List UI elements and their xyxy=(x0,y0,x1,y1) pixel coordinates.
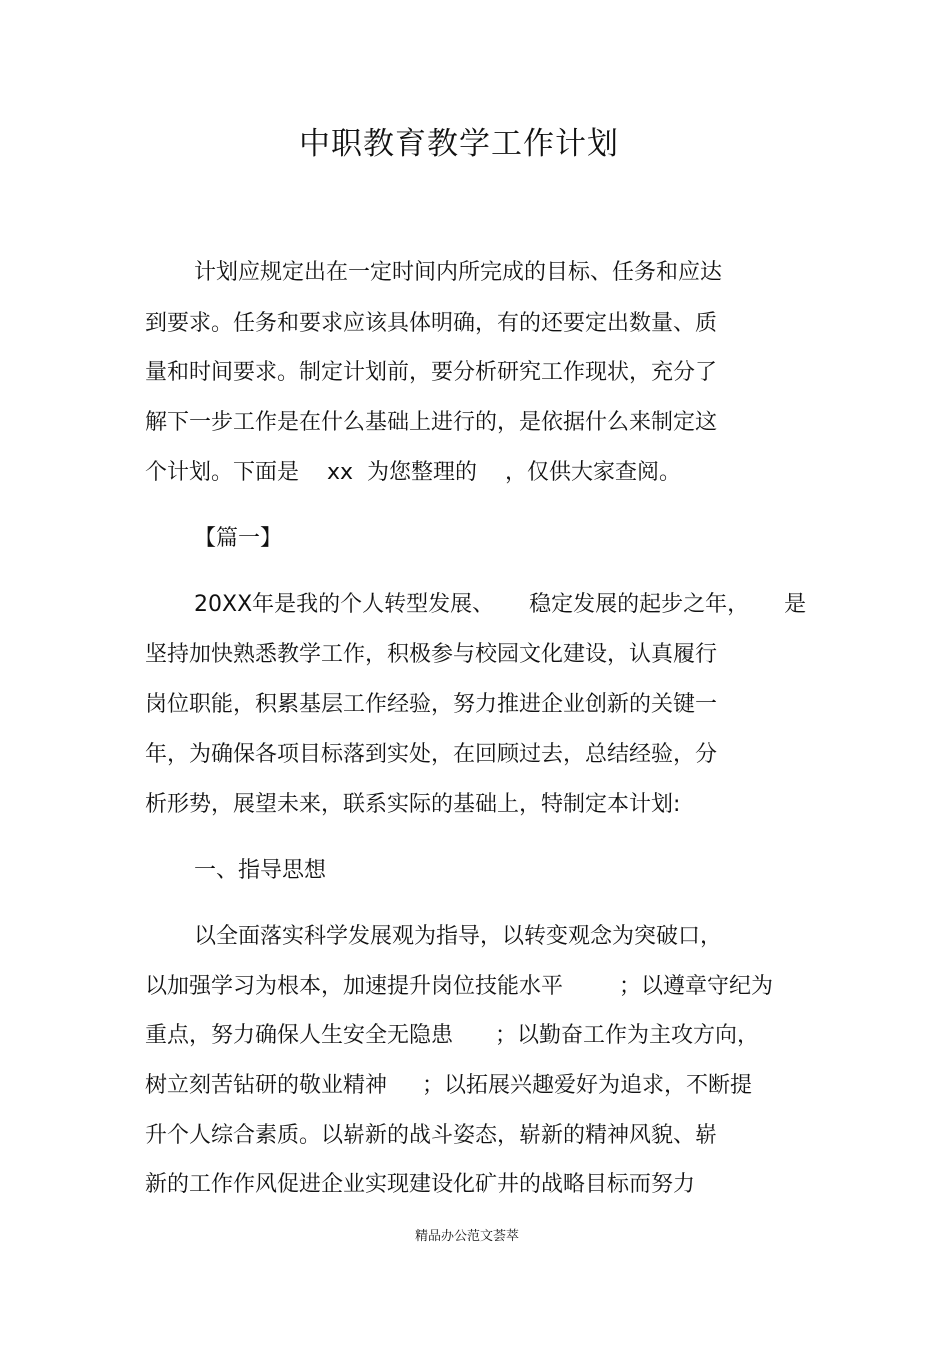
paragraph2-line-1: 以全面落实科学发展观为指导，以转变观念为突破口， xyxy=(194,924,723,949)
intro-line-1: 计划应规定出在一定时间内所完成的目标、任务和应达 xyxy=(194,260,723,285)
paragraph1-line-1: 20XX年是我的个人转型发展、 稳定发展的起步之年， 是 xyxy=(194,592,807,617)
paragraph2-line-3: 重点，努力确保人生安全无隐患 ；以勤奋工作为主攻方向， xyxy=(145,1023,759,1048)
paragraph2-line-6: 新的工作作风促进企业实现建设化矿井的战略目标而努力 xyxy=(145,1172,696,1197)
intro-line-3: 量和时间要求。制定计划前，要分析研究工作现状，充分了 xyxy=(145,360,718,385)
intro-line-4: 解下一步工作是在什么基础上进行的，是依据什么来制定这 xyxy=(145,410,718,435)
paragraph1-line-3: 岗位职能，积累基层工作经验，努力推进企业创新的关键一 xyxy=(145,692,718,717)
document-title: 中职教育教学工作计划 xyxy=(299,126,619,162)
page-footer: 精品办公范文荟萃 xyxy=(414,1229,519,1244)
paragraph1-line-5: 析形势，展望未来，联系实际的基础上，特制定本计划: xyxy=(145,792,681,817)
paragraph2-line-4: 树立刻苦钻研的敬业精神 ；以拓展兴趣爱好为追求，不断提 xyxy=(145,1073,752,1098)
section-heading-guiding-thought: 一、指导思想 xyxy=(194,858,327,883)
intro-line-2: 到要求。任务和要求应该具体明确，有的还要定出数量、质 xyxy=(145,311,718,336)
paragraph2-line-2: 以加强学习为根本，加速提升岗位技能水平 ；以遵章守纪为 xyxy=(145,974,773,999)
intro-line-5: 个计划。下面是 xx 为您整理的 ，仅供大家查阅。 xyxy=(145,460,681,485)
paragraph1-line-4: 年，为确保各项目标落到实处，在回顾过去，总结经验，分 xyxy=(145,742,718,767)
paragraph2-line-5: 升个人综合素质。以崭新的战斗姿态，崭新的精神风貌、崭 xyxy=(145,1123,718,1148)
section-label: 【篇一】 xyxy=(194,526,283,551)
paragraph1-line-2: 坚持加快熟悉教学工作，积极参与校园文化建设，认真履行 xyxy=(145,642,718,667)
